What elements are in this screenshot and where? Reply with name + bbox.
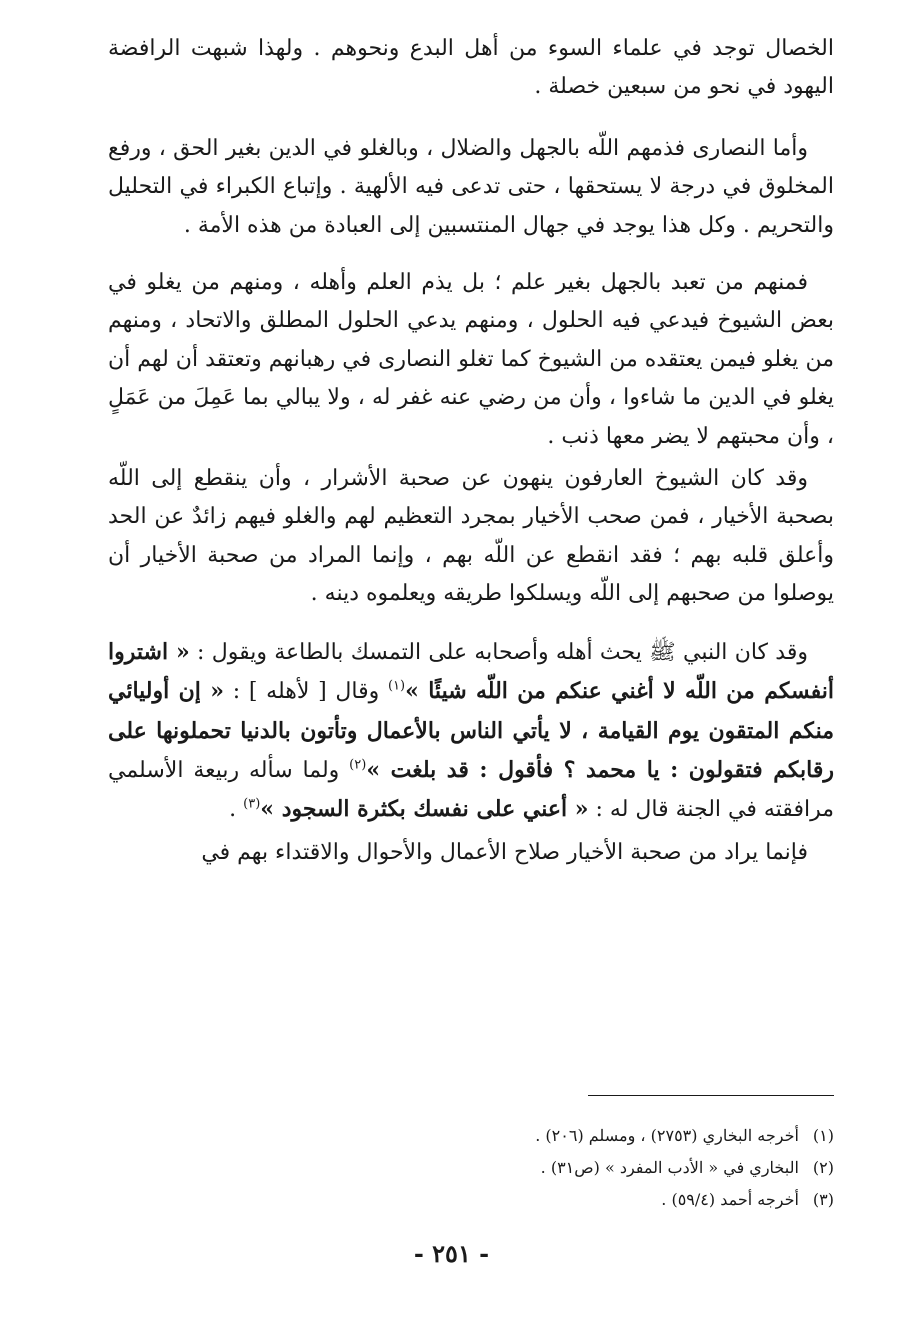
paragraph-5-part: وقال [ لأهله ] : — [224, 679, 388, 705]
footnote-text: أخرجه أحمد (٥٩/٤) . — [661, 1190, 799, 1209]
paragraph-3: فمنهم من تعبد بالجهل بغير علم ؛ بل يذم العلم وأهله ، ومنهم من يغلو في بعض الشيوخ فيدعي فيه الحلول ، ومنهم يدعي الحلول المطلق والاتحاد ، ومنهم من يغلو فيمن يعتقده من الشيوخ كما تغلو النصارى في رهبانهم وتعتقد أن لهم أن يغلو في الدين ما شاءوا ، وأن من رضي عنه غفر له ، ولا يبالي بما عَمِلَ من عَمَلٍ ، وأن محبتهم لا يضر معها ذنب . — [108, 270, 834, 449]
footnote-3 — [300, 1184, 834, 1216]
footnote-separator — [588, 1095, 834, 1096]
paragraph-6: فإنما يراد من صحبة الأخيار صلاح الأعمال والأحوال والاقتداء بهم في — [201, 839, 808, 865]
page-number: - ٢٥١ - — [413, 1239, 490, 1268]
footnote-text: أخرجه البخاري (٢٧٥٣) ، ومسلم (٢٠٦) . — [535, 1126, 799, 1145]
paragraph-4: وقد كان الشيوخ العارفون ينهون عن صحبة الأشرار ، وأن ينقطع إلى اللّه بصحبة الأخيار ، فمن صحب الأخيار بمجرد التعظيم لهم والغلو فيهم زائدٌ عن الحد وأعلق قلبه بهم ؛ فقد انقطع عن اللّه بهم ، وإنما المراد من صحبة الأخيار أن يوصلوا من صحبهم إلى اللّه ويسلكوا طريقه ويعلموه دينه . — [108, 466, 834, 607]
footnote-number: (٣) — [812, 1190, 834, 1209]
footnote-ref-1: (١) — [387, 678, 406, 694]
hadith-quote-1: « اشتروا أنفسكم من اللّه لا أغني عنكم من اللّه شيئًا » — [108, 638, 835, 705]
footnote-number: (١) — [812, 1126, 834, 1145]
hadith-quote-3: « أعني على نفسك بكثرة السجود » — [260, 796, 589, 823]
footnote-text: البخاري في « الأدب المفرد » (ص٣١) . — [540, 1158, 799, 1177]
paragraph-5-part: . — [229, 797, 244, 823]
paragraph-5 — [108, 633, 834, 830]
paragraph-2: وأما النصارى فذمهم اللّه بالجهل والضلال ، وبالغلو في الدين بغير الحق ، ورفع المخلوق في درجة لا يستحقها ، حتى تدعى فيه الألهية . وإتباع الكبراء في التحليل والتحريم . وكل هذا يوجد في جهال المنتسبين إلى العبادة من هذه الأمة . — [108, 135, 834, 238]
footnote-number: (٢) — [812, 1158, 834, 1177]
footnote-ref-2: (٢) — [349, 757, 367, 773]
footnotes — [300, 1120, 834, 1216]
hadith-quote-2: « إن أوليائي منكم المتقون يوم القيامة ، لا يأتي الناس بالأعمال وتأتون بالدنيا تحملونها على رقابكم فتقولون : يا محمد ؟ فأقول : قد بلغت » — [108, 678, 834, 783]
footnote-2 — [300, 1152, 834, 1184]
paragraph-5-part: وقد كان النبي ﷺ يحث أهله وأصحابه على التمسك بالطاعة ويقول : — [189, 639, 808, 665]
footnote-ref-3: (٣) — [243, 796, 261, 812]
paragraph-1: الخصال توجد في علماء السوء من أهل البدع ونحوهم . ولهذا شبهت الرافضة اليهود في نحو من سبعين خصلة . — [108, 36, 834, 100]
paragraph-5-part: ولما سأله ربيعة الأسلمي مرافقته في الجنة قال له : — [108, 757, 834, 823]
footnote-1 — [300, 1120, 834, 1152]
page-body — [108, 30, 834, 872]
